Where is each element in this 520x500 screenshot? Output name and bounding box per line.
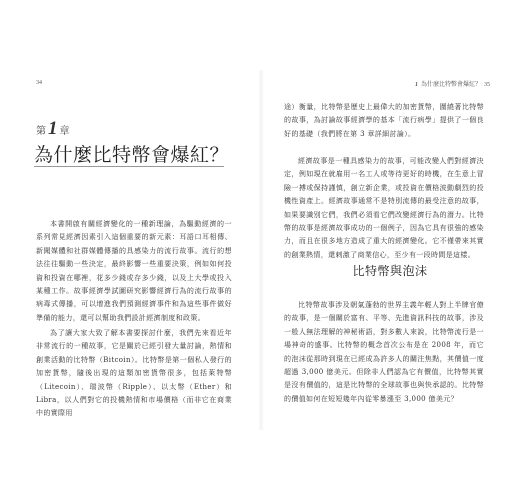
chapter-label: [36, 118, 70, 140]
right-paragraph-1: 途）衡量，比特幣是歷史上最偉大的加密貨幣，圍繞著比特幣的故事，為討論故事經濟學的基本「流行病學」提供了一個良好的基礎（我們將在第 3 章詳細討論）。: [284, 103, 484, 138]
chapter-suffix: 章: [59, 126, 70, 137]
left-paragraph-2: 為了讓大家大致了解本書要探討什麼，我們先來看近年非常流行的一種故事，它是關於已經引發大量討論，熱情和創業活動的比特幣（Bitcoin）。比特幣是第一個私人發行的加密貨幣，隨後出現的這類加密貨幣很多，包括萊特幣（Litecoin）、瑞波幣（Ripple）、以太幣（Ether）和 Libra，以人們對它的投機熱情和市場價格（而非它在商業中的實際用: [36, 329, 232, 418]
chapter-title: 為什麼比特幣會爆紅？: [34, 144, 230, 166]
right-paragraph-3: 比特幣故事涉及朝氣蓬勃的世界主義年輕人對上半牌官僚的故事，是一個關於富有、平等、先進資訊科技的故事，涉及一般人無法理解的神秘術語，對多數人來說，比特幣流行是一場神奇的盛事。比特幣的概念首次公布是在 2008 年，而它的泡沫從那時到現在已經成為許多人的關注焦點，其價值一度超過 3,000 億美元。但除非人們認為它有價值，比特幣其實是沒有價值的，這是比特幣的全球故事也與快承認的。比特幣的價值如何在短短幾年內從零暴漲至 3,000 億美元？: [284, 301, 484, 403]
right-paragraph-2: 經濟故事是一種具感染力的故事，可能改變人們對經濟決定，例如現在就雇用一名工人或等待更好的時機，在生意上冒險一搏或保持謹慎，創立新企業，或投資在價格波動劇烈的投機性資產上。經濟故事通常不是特別流傳的最受注意的故事，如果要識別它們，我們必須看它們改變經濟行為的潛力。比特幣的故事是經濟故事成功的一個例子，因為它具有很強的感染力，而且在很多地方造成了重大的經濟變化。它不僅帶來其實的創業熱情，還刺激了商業信心，至少有一段時間是這樣。: [284, 157, 484, 259]
running-head: [412, 79, 490, 88]
page-number-right: 35: [484, 82, 490, 88]
left-paragraph-1: 本書開啟有關經濟變化的一種新理論，為驅動經濟的一系列常見經濟因素引入這個重要的新元素：耳語口耳相傳、新聞媒體和社群媒體傳播的具感染力的流行故事。流行的想法往往驅動一些決定，最終影響一些重要決策，例如如何投資和投資在哪裡，花多少錢或存多少錢，以及上大學或投入某種工作。故事經濟學試圖研究影響經濟行為的流行故事的病毒式傳播，可以增進我們預測經濟事件和為這些事件做好準備的能力，還可以幫助我們設計經濟制度和政策。: [36, 220, 232, 322]
running-head-chapter-number: 1: [414, 82, 418, 88]
right-page: [260, 0, 520, 500]
running-head-title: 為什麼比特幣會爆紅？: [420, 82, 481, 88]
section-heading: 比特幣與泡沫: [352, 264, 428, 278]
chapter-number: 1: [48, 118, 58, 139]
chapter-title-rule: [34, 166, 224, 167]
chapter-prefix: 第: [36, 126, 46, 137]
page-number-left: 34: [36, 80, 42, 86]
